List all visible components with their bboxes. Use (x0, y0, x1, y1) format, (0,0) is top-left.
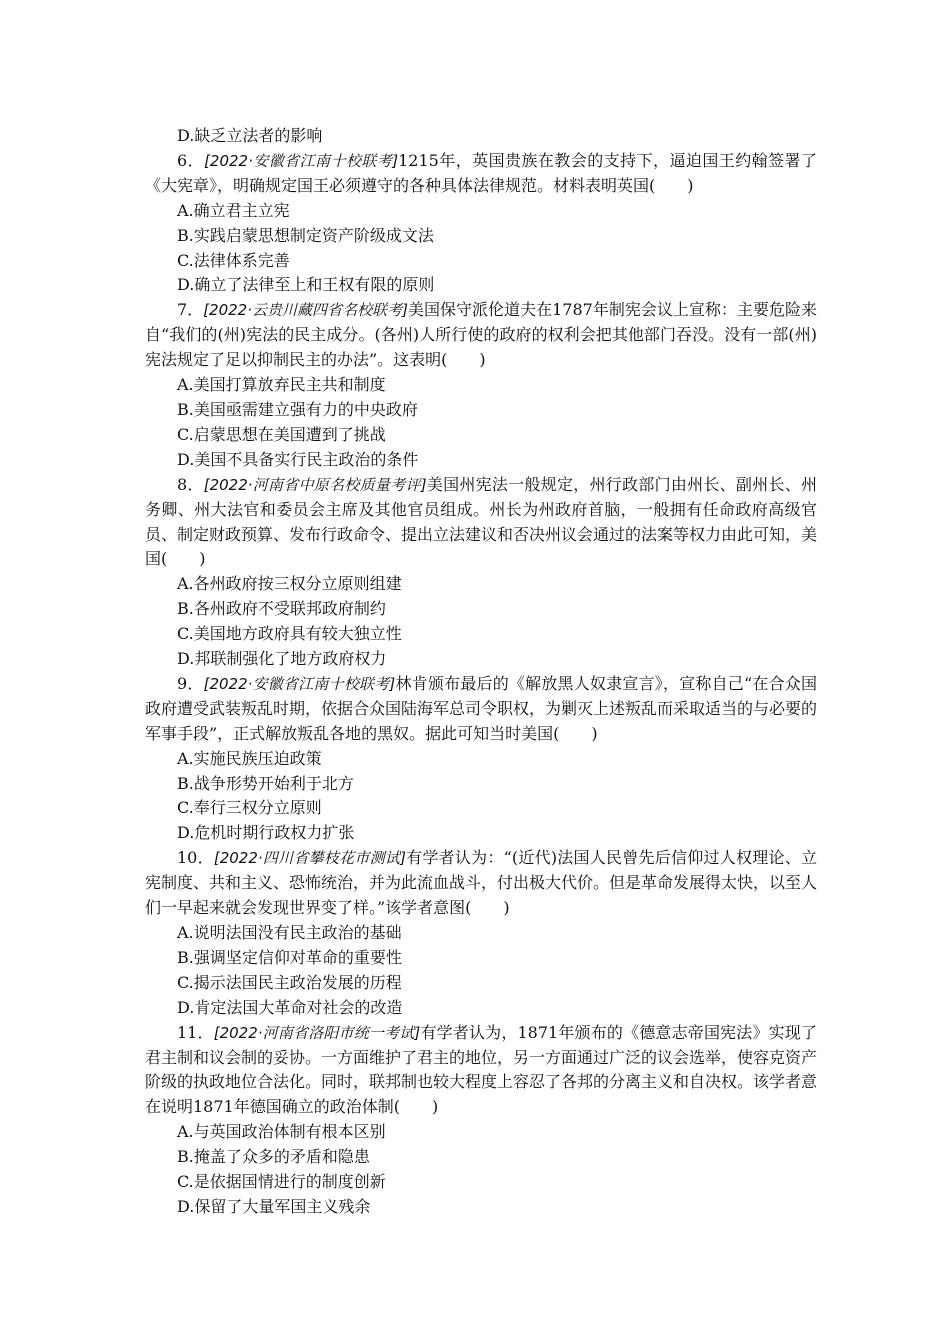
question-8-stem (145, 473, 817, 573)
option-d: D.危机时期行政权力扩张 (177, 823, 355, 843)
option-b: B.美国亟需建立强有力的中央政府 (177, 399, 418, 419)
list-item: D.缺乏立法者的影响 (177, 126, 323, 145)
question-text: 美国保守派伦道夫在1787年制宪会议上宣称：主要危险来自“我们的(州)宪法的民主成分。(各州)人所行使的政府的权利会把其他部门吞没。没有一部(州)宪法规定了足以抑制民主的办法”。这表明( ) (145, 300, 817, 370)
question-source: [2022·安徽省江南十校联考] (204, 151, 399, 170)
question-source: [2022·河南省洛阳市统一考试] (213, 1023, 421, 1042)
question-number: 8． (177, 474, 204, 494)
option-a: A.实施民族压迫政策 (177, 748, 322, 768)
question-11-stem (145, 1021, 817, 1121)
option-d: D.肯定法国大革命对社会的改造 (177, 997, 403, 1017)
option-d: D.确立了法律至上和王权有限的原则 (177, 275, 435, 295)
option-d: D.美国不具备实行民主政治的条件 (177, 449, 419, 469)
option-d: D.保留了大量军国主义残余 (177, 1196, 371, 1216)
option-d: D.邦联制强化了地方政府权力 (177, 649, 387, 669)
option-a: A.说明法国没有民主政治的基础 (177, 923, 402, 942)
option-a: A.各州政府按三权分立原则组建 (177, 574, 402, 594)
question-source: [2022·河南省中原名校质量考评] (203, 475, 427, 494)
option-b: B.掩盖了众多的矛盾和隐患 (177, 1147, 370, 1167)
question-number: 6． (177, 150, 205, 170)
option-c: C.是依据国情进行的制度创新 (177, 1172, 386, 1192)
question-text: 林肯颁布最后的《解放黑人奴隶宣言》，宣称自己“在合众国政府遭受武装叛乱时期，依据合众国陆海军总司令职权，为剿灭上述叛乱而采取适当的与必要的军事手段”，正式解放叛乱各地的黑奴。据此可知当时美国( ) (145, 673, 818, 743)
question-number: 11． (177, 1022, 214, 1042)
option-c: C.美国地方政府具有较大独立性 (177, 624, 402, 644)
option-c: C.启蒙思想在美国遭到了挑战 (177, 424, 386, 444)
option-c: C.法律体系完善 (177, 250, 290, 270)
question-number: 10． (177, 848, 214, 868)
question-text: 有学者认为，1871年颁布的《德意志帝国宪法》实现了君主制和议会制的妥协。一方面维护了君主的地位，另一方面通过广泛的议会选举，使容克资产阶级的执政地位合法化。同时，联邦制也较大程度上容忍了各邦的分离主义和自决权。该学者意在说明1871年德国确立的政治体制( ) (145, 1022, 818, 1117)
question-9-stem (145, 672, 817, 747)
question-list (145, 124, 817, 1220)
option-a: A.确立君主立宪 (177, 200, 290, 220)
option-c: C.揭示法国民主政治发展的历程 (177, 972, 402, 992)
question-text: 美国州宪法一般规定，州行政部门由州长、副州长、州务卿、州大法官和委员会主席及其他官员组成。州长为州政府首脑，一般拥有任命政府高级官员、制定财政预算、发布行政命令、提出立法建议和否决州议会通过的法案等权力由此可知，美国( ) (145, 474, 818, 569)
question-number: 9． (177, 673, 204, 693)
option-b: B.实践启蒙思想制定资产阶级成文法 (177, 225, 434, 245)
question-text: 1215年，英国贵族在教会的支持下，逼迫国王约翰签署了《大宪章》，明确规定国王必须遵守的各种具体法律规范。材料表明英国( ) (145, 150, 817, 195)
option-c: C.奉行三权分立原则 (177, 798, 322, 818)
question-number: 7． (177, 300, 204, 320)
question-source: [2022·四川省攀枝花市测试] (213, 849, 406, 868)
option-b: B.战争形势开始利于北方 (177, 773, 354, 793)
question-7-stem (145, 298, 817, 373)
option-b: B.强调坚定信仰对革命的重要性 (177, 947, 402, 967)
option-a: A.与英国政治体制有根本区别 (177, 1122, 386, 1142)
option-b: B.各州政府不受联邦政府制约 (177, 599, 386, 619)
question-text: 有学者认为：“(近代)法国人民曾先后信仰过人权理论、立宪制度、共和主义、恐怖统治，并为此流血战斗，付出极大代价。但是革命发展得太快，以至人们一早起来就会发现世界变了样。”该学者意图( ) (145, 848, 818, 918)
question-source: [2022·安徽省江南十校联考] (203, 674, 396, 693)
question-6-stem (145, 149, 817, 199)
question-10-stem (145, 846, 817, 921)
question-source: [2022·云贵川藏四省名校联考] (203, 301, 408, 320)
option-a: A.美国打算放弃民主共和制度 (177, 375, 386, 395)
